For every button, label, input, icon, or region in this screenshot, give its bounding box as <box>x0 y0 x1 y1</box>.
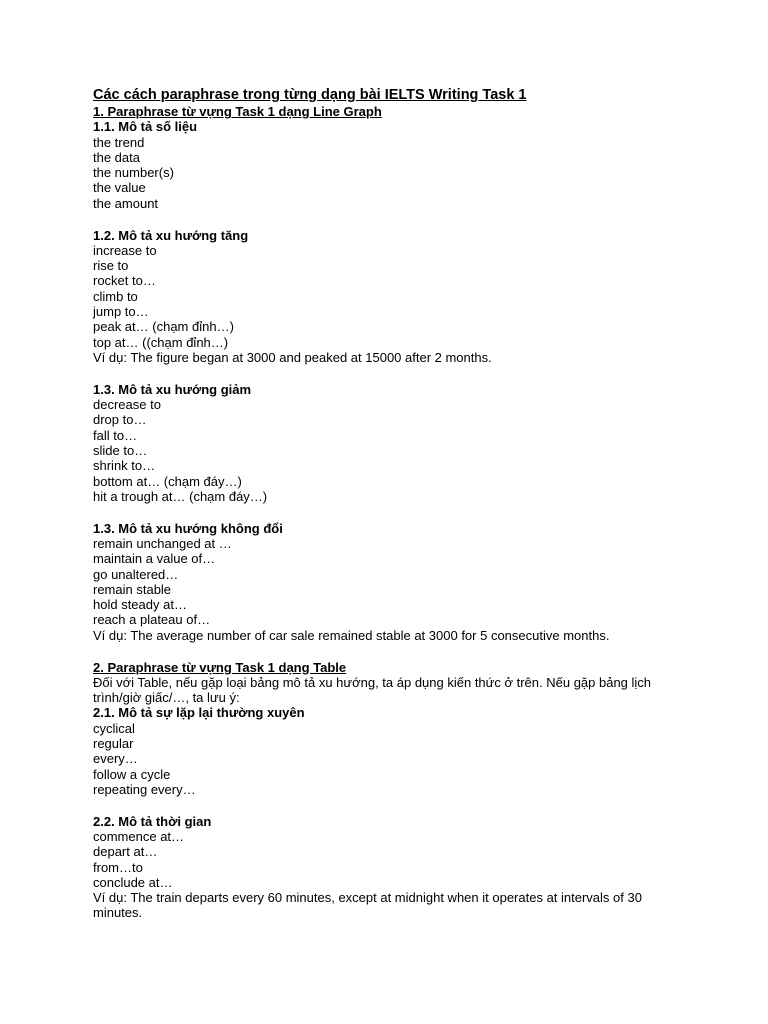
list-item: commence at… <box>93 828 185 844</box>
list-item: hit a trough at… (chạm đáy…) <box>93 488 268 504</box>
list-item: the data <box>93 149 140 165</box>
blank-line <box>93 365 683 382</box>
list-item: remain stable <box>93 581 172 597</box>
list-item: climb to <box>93 288 138 304</box>
blank-line <box>93 643 683 660</box>
subsection-1-1-heading: 1.1. Mô tả số liệu <box>93 119 198 135</box>
section-2-intro: Đối với Table, nếu gặp loại bảng mô tả xu hướng, ta áp dụng kiến thức ở trên. Nếu gặp bảng lịch trình/giờ giấc/…, ta lưu ý: <box>93 674 652 706</box>
list-item: cyclical <box>93 720 135 736</box>
section-1-heading: 1. Paraphrase từ vựng Task 1 dạng Line Graph <box>93 104 382 119</box>
list-item: maintain a value of… <box>93 551 216 567</box>
list-item: increase to <box>93 242 157 258</box>
subsection-1-3-heading: 1.3. Mô tả xu hướng giảm <box>93 381 252 397</box>
list-item: rise to <box>93 258 129 274</box>
list-item: every… <box>93 751 138 767</box>
subsection-1-3b-heading: 1.3. Mô tả xu hướng không đổi <box>93 520 283 536</box>
list-item: repeating every… <box>93 781 196 797</box>
list-item: the amount <box>93 195 159 211</box>
list-item: remain unchanged at … <box>93 535 232 551</box>
document-title: Các cách paraphrase trong từng dạng bài IELTS Writing Task 1 <box>93 87 527 103</box>
list-item: jump to… <box>93 304 149 320</box>
list-item: the number(s) <box>93 165 174 181</box>
section-2-heading: 2. Paraphrase từ vựng Task 1 dạng Table <box>93 659 347 675</box>
document-page <box>93 87 683 921</box>
example-sentence: Ví dụ: The train departs every 60 minutes, except at midnight when it operates at intervals of 30 minutes. <box>93 890 642 921</box>
subsection-1-2-heading: 1.2. Mô tả xu hướng tăng <box>93 227 249 243</box>
blank-line <box>93 211 683 228</box>
subsection-2-2-heading: 2.2. Mô tả thời gian <box>93 813 212 829</box>
list-item: rocket to… <box>93 273 156 289</box>
list-item: from…to <box>93 859 143 875</box>
list-item: bottom at… (chạm đáy…) <box>93 473 242 489</box>
list-item: fall to… <box>93 427 138 443</box>
list-item: the value <box>93 180 146 196</box>
list-item: depart at… <box>93 844 158 860</box>
list-item: shrink to… <box>93 458 156 474</box>
list-item: follow a cycle <box>93 766 171 782</box>
blank-line <box>93 797 683 814</box>
list-item: reach a plateau of… <box>93 612 211 628</box>
list-item: go unaltered… <box>93 566 179 582</box>
list-item: drop to… <box>93 412 147 428</box>
list-item: hold steady at… <box>93 597 187 613</box>
list-item: top at… ((chạm đỉnh…) <box>93 334 229 350</box>
list-item: slide to… <box>93 442 148 458</box>
example-sentence: Ví dụ: The figure began at 3000 and peaked at 15000 after 2 months. <box>93 349 492 365</box>
list-item: conclude at… <box>93 874 173 890</box>
example-sentence: Ví dụ: The average number of car sale remained stable at 3000 for 5 consecutive months. <box>93 627 610 643</box>
blank-line <box>93 504 683 521</box>
subsection-2-1-heading: 2.1. Mô tả sự lặp lại thường xuyên <box>93 705 305 721</box>
list-item: the trend <box>93 134 145 150</box>
list-item: decrease to <box>93 397 161 413</box>
list-item: regular <box>93 735 134 751</box>
list-item: peak at… (chạm đỉnh…) <box>93 319 234 335</box>
